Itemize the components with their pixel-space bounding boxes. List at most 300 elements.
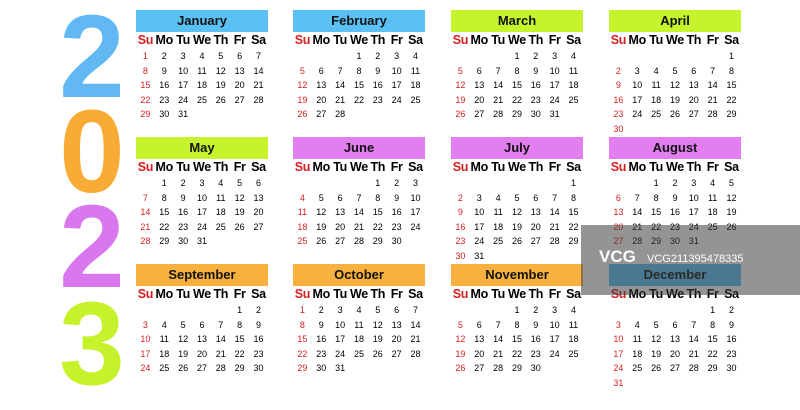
day-cell: 11 bbox=[632, 334, 642, 344]
day-cell: 8 bbox=[356, 65, 362, 76]
day-cell: 3 bbox=[142, 319, 148, 330]
day-cell: 13 bbox=[669, 334, 680, 344]
empty-day-cell bbox=[136, 176, 155, 191]
week-row bbox=[136, 64, 268, 79]
empty-day-cell bbox=[526, 176, 545, 191]
day-cell: 15 bbox=[651, 207, 662, 217]
day-cell: 19 bbox=[455, 348, 466, 359]
week-row bbox=[293, 332, 425, 347]
day-cell: 16 bbox=[530, 334, 541, 344]
day-cell: 15 bbox=[726, 80, 737, 90]
year-digit: 0 bbox=[59, 86, 125, 218]
week-row bbox=[609, 347, 741, 362]
empty-day-cell bbox=[647, 49, 666, 64]
week-row bbox=[451, 176, 583, 191]
day-cell: 5 bbox=[318, 192, 324, 203]
day-cell: 6 bbox=[615, 192, 621, 203]
day-cell: 23 bbox=[530, 94, 541, 105]
day-cell: 7 bbox=[255, 51, 261, 61]
day-cell: 21 bbox=[215, 348, 226, 359]
day-cell: 21 bbox=[140, 221, 151, 232]
day-cell: 30 bbox=[159, 109, 170, 119]
day-cell: 1 bbox=[514, 51, 520, 61]
weekday-label: Mo bbox=[470, 33, 488, 47]
day-cell: 7 bbox=[356, 192, 362, 203]
day-cell: 10 bbox=[196, 192, 207, 203]
day-cell: 6 bbox=[533, 192, 539, 203]
day-cell: 27 bbox=[253, 221, 264, 232]
day-cell: 1 bbox=[570, 178, 576, 188]
empty-day-cell bbox=[647, 303, 666, 318]
day-cell: 12 bbox=[511, 207, 522, 217]
day-cell: 7 bbox=[710, 65, 716, 76]
weekday-label: Mo bbox=[155, 33, 173, 47]
empty-day-cell bbox=[684, 49, 703, 64]
weekday-label: We bbox=[349, 33, 368, 47]
day-cell: 6 bbox=[337, 192, 343, 203]
day-cell: 15 bbox=[234, 334, 245, 344]
day-cell: 3 bbox=[394, 51, 400, 61]
day-cell: 22 bbox=[511, 348, 522, 359]
year-digit: 3 bbox=[59, 278, 125, 410]
day-cell: 16 bbox=[253, 334, 264, 344]
day-cell: 23 bbox=[530, 348, 541, 359]
day-cell: 19 bbox=[651, 348, 662, 359]
day-cell: 20 bbox=[335, 221, 346, 232]
weekday-label: Fr bbox=[548, 287, 561, 301]
month-may bbox=[136, 137, 268, 249]
weekday-label: Th bbox=[370, 33, 386, 47]
day-cell: 24 bbox=[335, 348, 346, 359]
day-cell: 2 bbox=[457, 192, 463, 203]
empty-day-cell bbox=[489, 303, 508, 318]
day-cell: 5 bbox=[299, 65, 305, 76]
day-cell: 6 bbox=[255, 178, 261, 188]
day-cell: 19 bbox=[511, 221, 522, 232]
day-cell: 21 bbox=[493, 348, 504, 359]
empty-day-cell bbox=[387, 107, 406, 122]
day-cell: 3 bbox=[337, 305, 343, 315]
weekday-label: Tu bbox=[176, 160, 190, 174]
day-cell: 8 bbox=[728, 65, 734, 76]
day-cell: 19 bbox=[234, 207, 245, 217]
weekday-header-row bbox=[293, 159, 425, 176]
day-cell: 29 bbox=[726, 109, 737, 119]
week-row bbox=[609, 64, 741, 79]
empty-day-cell bbox=[666, 49, 685, 64]
weekday-label: Fr bbox=[548, 160, 561, 174]
empty-day-cell bbox=[193, 303, 212, 318]
day-cell: 17 bbox=[688, 207, 699, 217]
week-row bbox=[293, 49, 425, 64]
week-row bbox=[609, 191, 741, 206]
weekday-label: We bbox=[507, 33, 526, 47]
weekday-header-row bbox=[451, 32, 583, 49]
day-cell: 26 bbox=[316, 236, 327, 246]
day-cell: 5 bbox=[728, 178, 734, 188]
weekday-label: Tu bbox=[176, 287, 190, 301]
day-cell: 4 bbox=[161, 319, 167, 330]
day-cell: 20 bbox=[234, 80, 245, 90]
day-cell: 25 bbox=[410, 94, 421, 105]
empty-day-cell bbox=[628, 303, 647, 318]
day-cell: 6 bbox=[318, 65, 324, 76]
week-row bbox=[609, 107, 741, 122]
day-cell: 22 bbox=[159, 221, 170, 232]
day-cell: 24 bbox=[196, 221, 207, 232]
day-cell: 17 bbox=[549, 334, 560, 344]
day-cell: 1 bbox=[356, 51, 362, 61]
week-row bbox=[293, 205, 425, 220]
weekday-label: Sa bbox=[724, 33, 739, 47]
week-row bbox=[136, 332, 268, 347]
day-cell: 11 bbox=[410, 65, 421, 76]
week-row bbox=[609, 49, 741, 64]
day-cell: 22 bbox=[234, 348, 245, 359]
day-cell: 23 bbox=[455, 236, 466, 246]
empty-day-cell bbox=[211, 303, 230, 318]
day-cell: 7 bbox=[495, 319, 501, 330]
week-row bbox=[451, 78, 583, 93]
empty-day-cell bbox=[609, 303, 628, 318]
weekday-label: Th bbox=[213, 287, 229, 301]
day-cell: 21 bbox=[410, 334, 421, 344]
week-row bbox=[451, 303, 583, 318]
day-cell: 9 bbox=[161, 65, 167, 76]
weekday-label: Sa bbox=[251, 160, 266, 174]
day-cell: 23 bbox=[178, 221, 189, 232]
day-cell: 11 bbox=[568, 319, 579, 330]
day-cell: 2 bbox=[615, 65, 621, 76]
day-cell: 24 bbox=[410, 221, 421, 232]
day-cell: 13 bbox=[391, 319, 402, 330]
day-cell: 11 bbox=[651, 80, 661, 90]
week-row bbox=[609, 122, 741, 137]
day-cell: 27 bbox=[474, 109, 485, 119]
weekday-label: Mo bbox=[312, 287, 330, 301]
day-cell: 2 bbox=[728, 305, 734, 315]
empty-day-cell bbox=[211, 234, 230, 249]
day-cell: 1 bbox=[142, 51, 148, 61]
day-cell: 17 bbox=[178, 80, 189, 90]
empty-day-cell bbox=[684, 376, 703, 391]
day-cell: 22 bbox=[511, 94, 522, 105]
day-cell: 9 bbox=[318, 319, 324, 330]
watermark-id: VCG211395478335 bbox=[647, 253, 744, 265]
week-row bbox=[293, 318, 425, 333]
week-row bbox=[293, 78, 425, 93]
day-cell: 25 bbox=[196, 94, 207, 105]
day-cell: 25 bbox=[297, 236, 308, 246]
day-cell: 10 bbox=[410, 192, 421, 203]
day-cell: 14 bbox=[410, 319, 421, 330]
month-name: May bbox=[136, 137, 268, 159]
day-cell: 8 bbox=[653, 192, 659, 203]
day-cell: 26 bbox=[651, 363, 662, 373]
day-cell: 20 bbox=[474, 94, 485, 105]
weekday-label: Fr bbox=[390, 33, 403, 47]
day-cell: 26 bbox=[372, 348, 383, 359]
empty-day-cell bbox=[564, 107, 583, 122]
empty-day-cell bbox=[406, 361, 425, 376]
day-cell: 8 bbox=[514, 319, 520, 330]
week-row bbox=[451, 49, 583, 64]
weekday-label: Fr bbox=[706, 160, 719, 174]
day-cell: 24 bbox=[391, 94, 402, 105]
day-cell: 26 bbox=[234, 221, 245, 232]
empty-day-cell bbox=[387, 361, 406, 376]
day-cell: 4 bbox=[495, 192, 501, 203]
day-cell: 16 bbox=[613, 94, 624, 105]
day-cell: 17 bbox=[549, 80, 560, 90]
day-cell: 18 bbox=[410, 80, 421, 90]
week-row bbox=[136, 205, 268, 220]
empty-day-cell bbox=[368, 361, 387, 376]
day-cell: 11 bbox=[707, 192, 718, 203]
day-cell: 1 bbox=[237, 305, 243, 315]
weekday-label: Th bbox=[686, 160, 702, 174]
empty-day-cell bbox=[249, 234, 268, 249]
day-cell: 22 bbox=[726, 94, 737, 105]
day-cell: 11 bbox=[159, 334, 169, 344]
week-row bbox=[609, 303, 741, 318]
weekday-label: Su bbox=[610, 160, 627, 174]
week-row bbox=[293, 303, 425, 318]
day-cell: 5 bbox=[457, 65, 463, 76]
empty-day-cell bbox=[331, 176, 350, 191]
day-cell: 29 bbox=[372, 236, 383, 246]
month-november bbox=[451, 264, 583, 376]
day-cell: 2 bbox=[161, 51, 167, 61]
day-cell: 12 bbox=[178, 334, 189, 344]
day-cell: 13 bbox=[474, 334, 485, 344]
weekday-label: Su bbox=[610, 33, 627, 47]
day-cell: 27 bbox=[234, 94, 245, 105]
day-cell: 7 bbox=[495, 65, 501, 76]
day-cell: 14 bbox=[688, 334, 699, 344]
weekday-label: Th bbox=[528, 33, 544, 47]
day-cell: 12 bbox=[455, 80, 466, 90]
empty-day-cell bbox=[174, 303, 193, 318]
day-cell: 13 bbox=[253, 192, 264, 203]
month-name: October bbox=[293, 264, 425, 286]
weekday-header-row bbox=[451, 286, 583, 303]
empty-day-cell bbox=[368, 107, 387, 122]
day-cell: 4 bbox=[218, 178, 224, 188]
month-name: July bbox=[451, 137, 583, 159]
week-row bbox=[609, 332, 741, 347]
year-digit: 2 bbox=[59, 181, 125, 313]
weekday-label: Sa bbox=[566, 287, 581, 301]
day-cell: 21 bbox=[493, 94, 504, 105]
day-cell: 3 bbox=[552, 305, 558, 315]
month-name: April bbox=[609, 10, 741, 32]
weekday-header-row bbox=[609, 32, 741, 49]
day-cell: 13 bbox=[688, 80, 699, 90]
month-name: January bbox=[136, 10, 268, 32]
empty-day-cell bbox=[508, 249, 527, 264]
day-cell: 10 bbox=[178, 65, 189, 76]
week-row bbox=[136, 347, 268, 362]
day-cell: 20 bbox=[196, 348, 207, 359]
day-cell: 26 bbox=[178, 363, 189, 373]
day-cell: 14 bbox=[253, 65, 264, 76]
day-cell: 5 bbox=[218, 51, 224, 61]
day-cell: 5 bbox=[457, 319, 463, 330]
day-cell: 25 bbox=[568, 348, 579, 359]
day-cell: 1 bbox=[728, 51, 734, 61]
month-january bbox=[136, 10, 268, 122]
day-cell: 17 bbox=[613, 348, 624, 359]
day-cell: 7 bbox=[142, 192, 148, 203]
day-cell: 31 bbox=[178, 109, 189, 119]
day-cell: 25 bbox=[353, 348, 364, 359]
day-cell: 21 bbox=[353, 221, 364, 232]
day-cell: 20 bbox=[669, 348, 680, 359]
month-september bbox=[136, 264, 268, 376]
day-cell: 3 bbox=[615, 319, 621, 330]
empty-day-cell bbox=[211, 107, 230, 122]
day-cell: 3 bbox=[180, 51, 186, 61]
day-cell: 15 bbox=[707, 334, 718, 344]
empty-day-cell bbox=[703, 122, 722, 137]
weekday-label: Su bbox=[137, 287, 154, 301]
day-cell: 6 bbox=[237, 51, 243, 61]
weekday-label: Mo bbox=[470, 160, 488, 174]
weekday-header-row bbox=[293, 286, 425, 303]
weekday-label: Th bbox=[213, 33, 229, 47]
day-cell: 25 bbox=[632, 363, 643, 373]
week-row bbox=[136, 78, 268, 93]
day-cell: 29 bbox=[568, 236, 579, 246]
day-cell: 6 bbox=[691, 65, 697, 76]
day-cell: 16 bbox=[178, 207, 189, 217]
day-cell: 1 bbox=[653, 178, 659, 188]
day-cell: 28 bbox=[335, 109, 346, 119]
weekday-label: Sa bbox=[408, 160, 423, 174]
weekday-label: We bbox=[665, 33, 684, 47]
day-cell: 24 bbox=[549, 94, 560, 105]
day-cell: 5 bbox=[375, 305, 381, 315]
day-cell: 4 bbox=[412, 51, 418, 61]
day-cell: 13 bbox=[316, 80, 327, 90]
weekday-label: Th bbox=[686, 33, 702, 47]
day-cell: 13 bbox=[613, 207, 624, 217]
week-row bbox=[609, 318, 741, 333]
week-row bbox=[136, 176, 268, 191]
week-row bbox=[293, 176, 425, 191]
weekday-label: Fr bbox=[548, 33, 561, 47]
day-cell: 14 bbox=[549, 207, 560, 217]
day-cell: 25 bbox=[651, 109, 662, 119]
empty-day-cell bbox=[350, 107, 369, 122]
day-cell: 15 bbox=[297, 334, 308, 344]
day-cell: 3 bbox=[552, 51, 558, 61]
day-cell: 19 bbox=[372, 334, 383, 344]
week-row bbox=[293, 64, 425, 79]
day-cell: 28 bbox=[353, 236, 364, 246]
day-cell: 19 bbox=[297, 94, 308, 105]
weekday-label: Th bbox=[370, 160, 386, 174]
empty-day-cell bbox=[249, 107, 268, 122]
day-cell: 4 bbox=[653, 65, 659, 76]
day-cell: 7 bbox=[337, 65, 343, 76]
weekday-label: Fr bbox=[390, 287, 403, 301]
weekday-label: Sa bbox=[408, 287, 423, 301]
empty-day-cell bbox=[451, 49, 470, 64]
day-cell: 4 bbox=[356, 305, 362, 315]
day-cell: 15 bbox=[568, 207, 579, 217]
day-cell: 30 bbox=[726, 363, 737, 373]
day-cell: 29 bbox=[511, 363, 522, 373]
day-cell: 13 bbox=[530, 207, 541, 217]
day-cell: 1 bbox=[710, 305, 716, 315]
day-cell: 17 bbox=[474, 221, 485, 232]
day-cell: 31 bbox=[335, 363, 346, 373]
day-cell: 26 bbox=[215, 94, 226, 105]
day-cell: 16 bbox=[372, 80, 383, 90]
weekday-header-row bbox=[136, 159, 268, 176]
day-cell: 26 bbox=[511, 236, 522, 246]
empty-day-cell bbox=[628, 376, 647, 391]
day-cell: 17 bbox=[196, 207, 207, 217]
day-cell: 17 bbox=[410, 207, 421, 217]
day-cell: 28 bbox=[688, 363, 699, 373]
day-cell: 3 bbox=[412, 178, 418, 188]
day-cell: 19 bbox=[178, 348, 189, 359]
day-cell: 9 bbox=[375, 65, 381, 76]
day-cell: 20 bbox=[253, 207, 264, 217]
day-cell: 11 bbox=[493, 207, 503, 217]
weekday-label: Tu bbox=[333, 33, 347, 47]
day-cell: 13 bbox=[234, 65, 245, 76]
day-cell: 23 bbox=[391, 221, 402, 232]
day-cell: 22 bbox=[707, 348, 718, 359]
day-cell: 20 bbox=[530, 221, 541, 232]
day-cell: 14 bbox=[353, 207, 364, 217]
weekday-label: We bbox=[192, 33, 211, 47]
day-cell: 29 bbox=[234, 363, 245, 373]
day-cell: 21 bbox=[707, 94, 718, 105]
day-cell: 8 bbox=[161, 192, 167, 203]
day-cell: 23 bbox=[613, 109, 624, 119]
day-cell: 8 bbox=[142, 65, 148, 76]
weekday-label: We bbox=[507, 287, 526, 301]
weekday-label: Sa bbox=[251, 33, 266, 47]
month-october bbox=[293, 264, 425, 376]
day-cell: 27 bbox=[474, 363, 485, 373]
month-february bbox=[293, 10, 425, 122]
day-cell: 6 bbox=[199, 319, 205, 330]
weekday-label: Sa bbox=[566, 33, 581, 47]
empty-day-cell bbox=[350, 176, 369, 191]
empty-day-cell bbox=[155, 303, 174, 318]
day-cell: 27 bbox=[335, 236, 346, 246]
empty-day-cell bbox=[545, 176, 564, 191]
day-cell: 16 bbox=[726, 334, 737, 344]
week-row bbox=[451, 318, 583, 333]
day-cell: 10 bbox=[613, 334, 624, 344]
weekday-label: Mo bbox=[628, 160, 646, 174]
day-cell: 8 bbox=[570, 192, 576, 203]
empty-day-cell bbox=[230, 234, 249, 249]
empty-day-cell bbox=[470, 176, 489, 191]
weekday-label: Th bbox=[528, 160, 544, 174]
day-cell: 16 bbox=[530, 80, 541, 90]
day-cell: 5 bbox=[672, 65, 678, 76]
month-name: June bbox=[293, 137, 425, 159]
day-cell: 19 bbox=[455, 94, 466, 105]
